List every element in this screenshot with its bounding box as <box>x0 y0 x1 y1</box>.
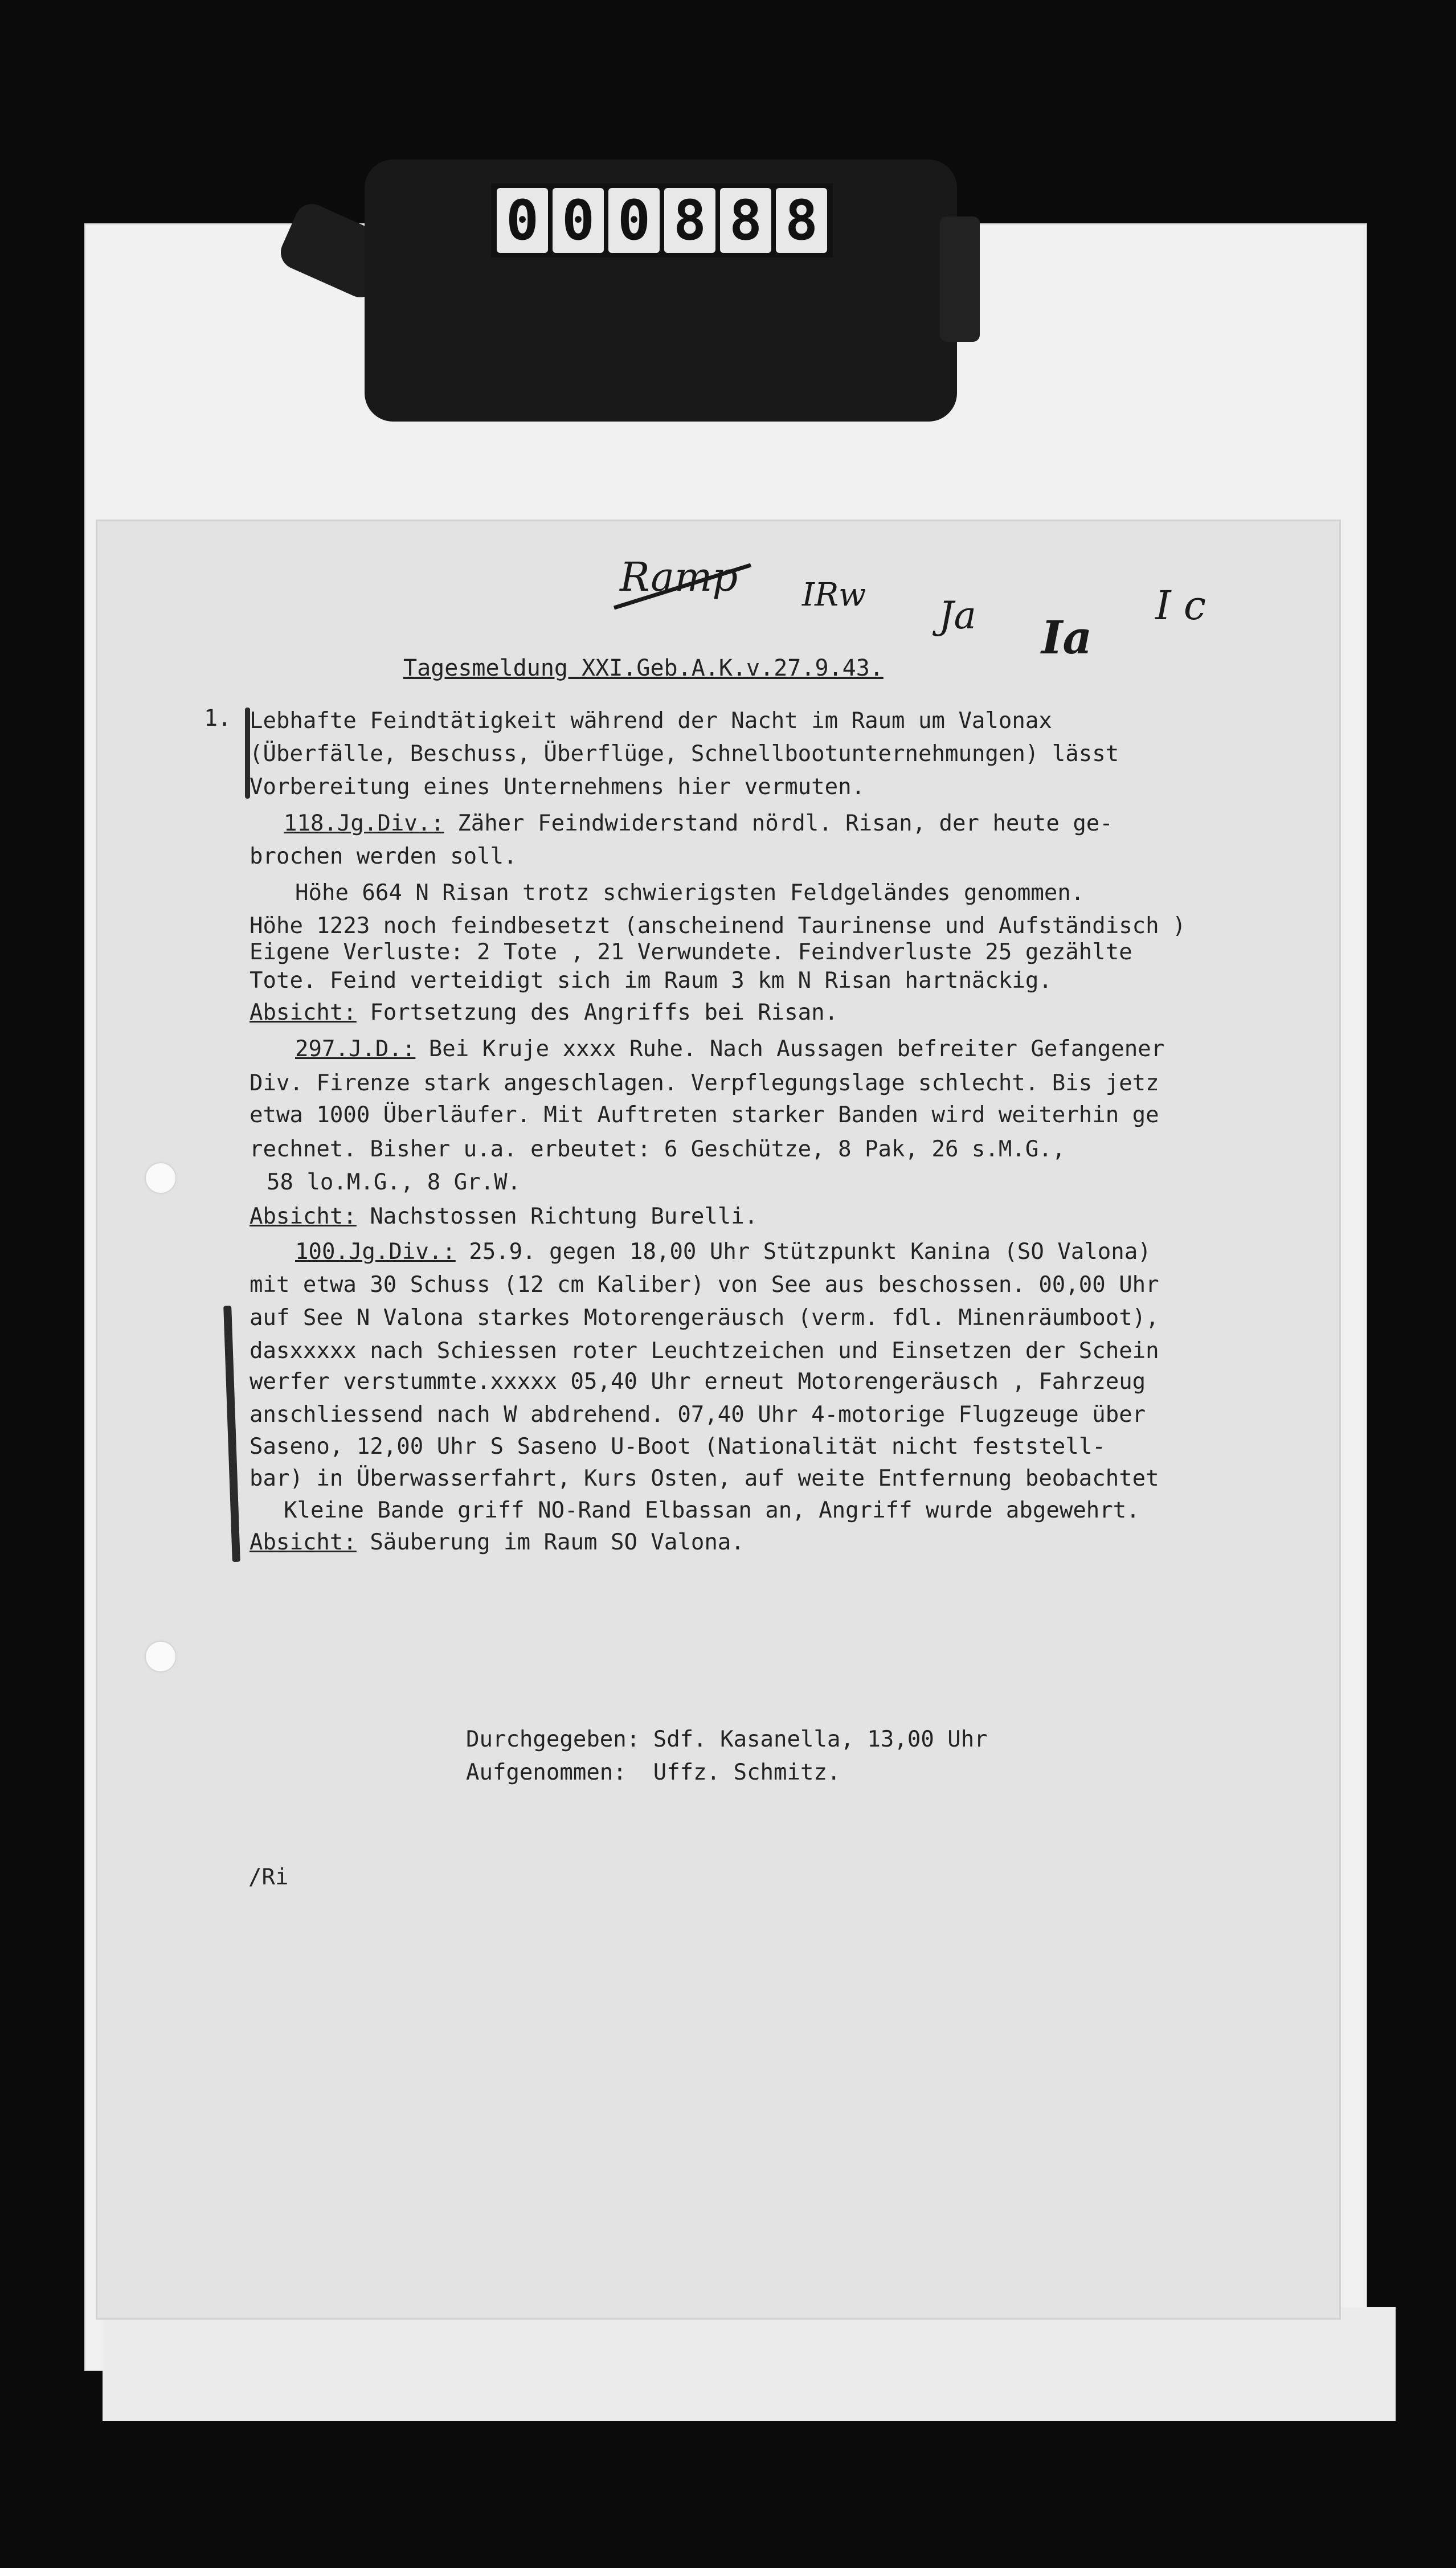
counter-digit: 0 <box>553 188 604 253</box>
document-line: 58 lo.M.G., 8 Gr.W. <box>267 1169 521 1195</box>
handwritten-annotation-1: Ramp <box>620 554 738 600</box>
punch-hole <box>146 1642 175 1671</box>
section-heading: 100.Jg.Div.: <box>295 1239 456 1265</box>
section-heading: Absicht: <box>250 1000 357 1025</box>
document-line <box>250 999 838 1027</box>
document-line <box>295 1036 1164 1063</box>
document-line: anschliessend nach W abdrehend. 07,40 Uhr 4-motorige Flugzeuge über <box>250 1402 1146 1428</box>
counter-digit: 0 <box>608 188 660 253</box>
backing-strip <box>103 2307 1396 2421</box>
document-line: dasxxxxx nach Schiessen roter Leuchtzeichen und Einsetzen der Schein <box>250 1338 1159 1364</box>
section-text: Zäher Feindwiderstand nördl. Risan, der heute ge- <box>444 811 1113 836</box>
typist-initials: /Ri <box>248 1864 289 1890</box>
margin-mark <box>223 1306 240 1562</box>
section-heading: Absicht: <box>250 1530 357 1555</box>
document-line: brochen werden soll. <box>250 844 517 869</box>
section-text: 25.9. gegen 18,00 Uhr Stützpunkt Kanina (SO Valona) <box>455 1239 1151 1265</box>
document-line: Höhe 1223 noch feindbesetzt (anscheinend Taurinense und Aufständisch ) <box>250 913 1186 939</box>
document-line <box>250 1203 758 1230</box>
counter-knob <box>940 216 980 342</box>
document-line: Lebhafte Feindtätigkeit während der Nacht im Raum um Valonax <box>250 708 1052 734</box>
document-line: bar) in Überwasserfahrt, Kurs Osten, auf weite Entfernung beobachtet <box>250 1466 1159 1491</box>
document-line <box>284 810 1113 837</box>
document-line <box>295 1238 1151 1266</box>
section-text: Bei Kruje xxxx Ruhe. Nach Aussagen befreiter Gefangener <box>415 1036 1165 1062</box>
document-line: Höhe 664 N Risan trotz schwierigsten Feldgeländes genommen. <box>295 880 1085 906</box>
section-text: Nachstossen Richtung Burelli. <box>356 1204 758 1229</box>
document-line: etwa 1000 Überläufer. Mit Auftreten starker Banden wird weiterhin ge <box>250 1102 1159 1128</box>
counter-digit: 8 <box>664 188 715 253</box>
received-line: Aufgenommen: Uffz. Schmitz. <box>466 1760 841 1785</box>
document-line: Tote. Feind verteidigt sich im Raum 3 km N Risan hartnäckig. <box>250 968 1052 993</box>
transmitted-line: Durchgegeben: Sdf. Kasanella, 13,00 Uhr <box>466 1727 988 1752</box>
document-line <box>250 1529 745 1556</box>
document-line: werfer verstummte.xxxxx 05,40 Uhr erneut Motorengeräusch , Fahrzeug <box>250 1369 1146 1395</box>
document-line: auf See N Valona starkes Motorengeräusch (verm. fdl. Minenräumboot), <box>250 1305 1159 1331</box>
handwritten-annotation-2: IRw <box>802 576 866 614</box>
handwritten-annotation-5: I c <box>1155 582 1206 629</box>
document-line: mit etwa 30 Schuss (12 cm Kaliber) von See aus beschossen. 00,00 Uhr <box>250 1272 1159 1298</box>
document-line: Eigene Verluste: 2 Tote , 21 Verwundete. Feindverluste 25 gezählte <box>250 939 1132 965</box>
handwritten-annotation-4: Ia <box>1041 611 1093 664</box>
document-line: Saseno, 12,00 Uhr S Saseno U-Boot (Nationalität nicht feststell- <box>250 1434 1106 1459</box>
section-heading: Absicht: <box>250 1204 357 1229</box>
document-title: Tagesmeldung XXI.Geb.A.K.v.27.9.43. <box>403 655 884 681</box>
section-heading: 297.J.D.: <box>295 1036 416 1062</box>
typed-document <box>96 520 1341 2320</box>
frame-counter <box>491 183 833 257</box>
section-heading: 118.Jg.Div.: <box>284 811 444 836</box>
item-number: 1. <box>204 705 232 731</box>
punch-hole <box>146 1163 175 1193</box>
document-line: Div. Firenze stark angeschlagen. Verpflegungslage schlecht. Bis jetz <box>250 1070 1159 1096</box>
document-line: Kleine Bande griff NO-Rand Elbassan an, Angriff wurde abgewehrt. <box>284 1498 1140 1523</box>
section-text: Fortsetzung des Angriffs bei Risan. <box>356 1000 839 1025</box>
document-line: (Überfälle, Beschuss, Überflüge, Schnellbootunternehmungen) lässt <box>250 741 1119 767</box>
section-text: Säuberung im Raum SO Valona. <box>356 1530 745 1555</box>
strikethrough-icon <box>608 554 756 622</box>
counter-digit: 8 <box>776 188 827 253</box>
counter-digit: 8 <box>720 188 771 253</box>
counter-digit: 0 <box>497 188 548 253</box>
document-line: rechnet. Bisher u.a. erbeutet: 6 Geschütze, 8 Pak, 26 s.M.G., <box>250 1136 1066 1162</box>
handwritten-annotation-3: Ja <box>939 594 976 637</box>
document-line: Vorbereitung eines Unternehmens hier vermuten. <box>250 774 865 800</box>
